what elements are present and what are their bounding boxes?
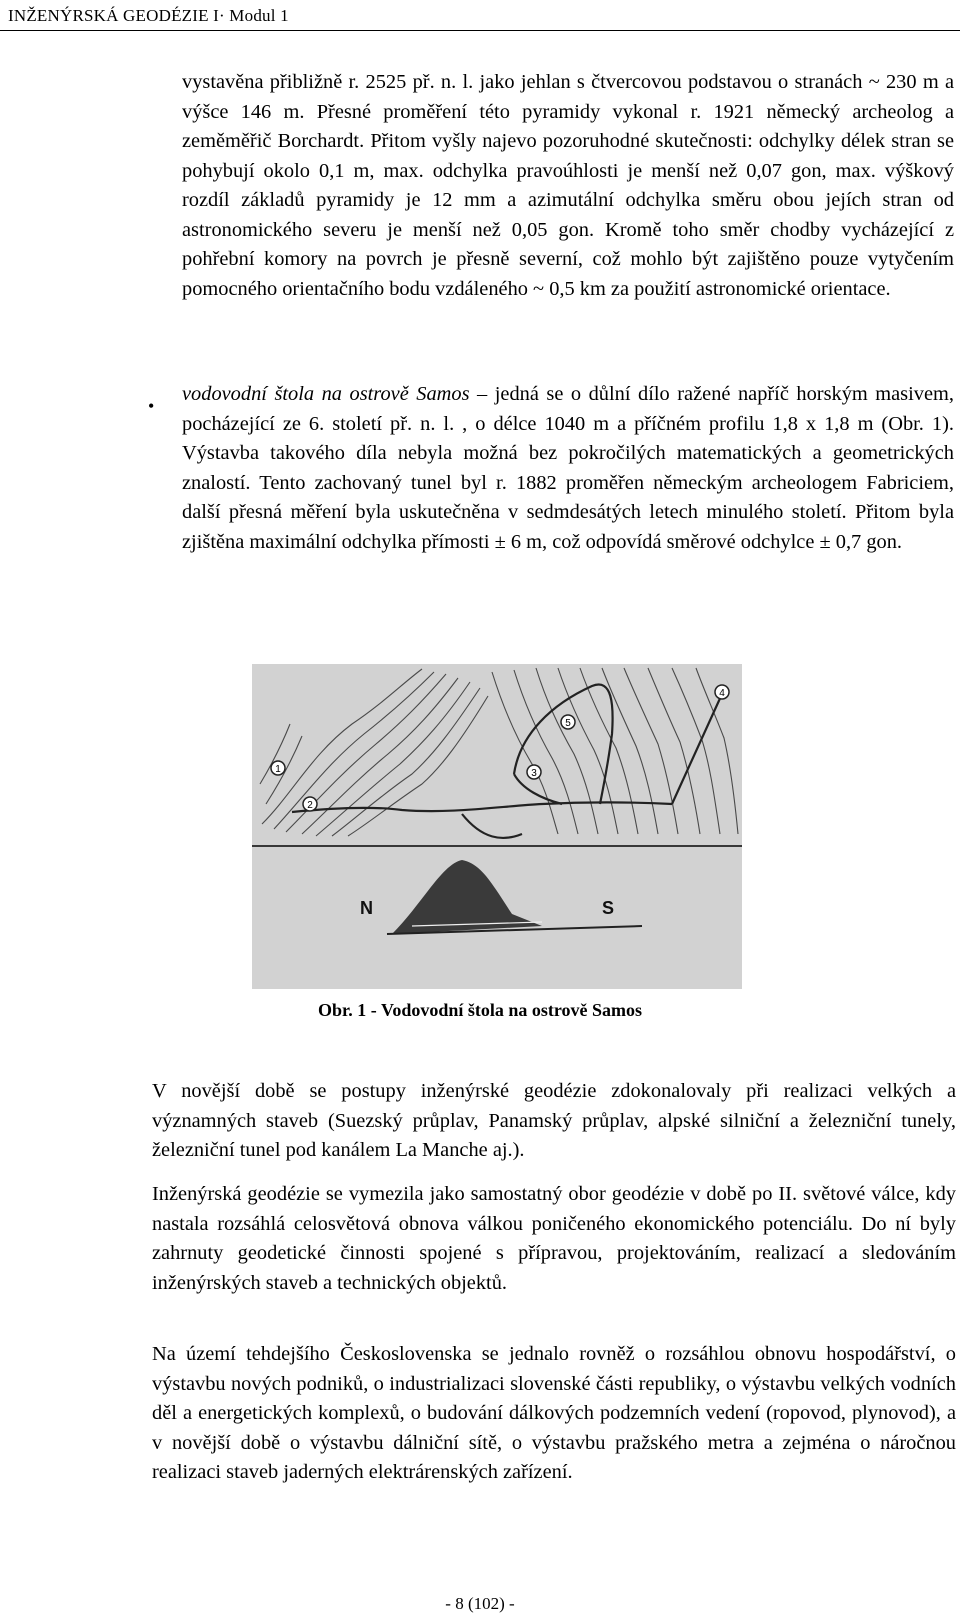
bullet-lead: vodovodní štola na ostrově Samos <box>182 383 470 405</box>
label-south: S <box>602 898 615 918</box>
marker-1 <box>271 761 285 775</box>
svg-text:2: 2 <box>307 800 313 811</box>
bullet-dash: – <box>469 383 495 405</box>
svg-text:5: 5 <box>565 718 571 729</box>
page-header <box>0 0 960 32</box>
marker-2 <box>303 797 317 811</box>
svg-text:3: 3 <box>531 768 537 779</box>
svg-text:1: 1 <box>275 764 281 775</box>
label-north: N <box>360 898 373 918</box>
bullet-item-samos <box>182 380 954 557</box>
bullet-icon: • <box>148 396 155 416</box>
bullet-text: jedná se o důlní dílo ražené napříč horským masivem, pocházející ze 6. století př. n. l. , o délce 1040 m a příčném profilu 1,8 x 1,8 m (Obr. 1). Výstavba takového díla nebyla možná bez pokročilých matematických a geometrických znalostí. Tento zachovaný tunel byl r. 1882 proměřen německým archeologem Fabriciem, další přesná měření byla uskutečněna v sedmdesátých letech minulého století. Přitom byla zjištěna maximální odchylka přímosti ± 6 m, což odpovídá směrové odchylce ± 0,7 gon. <box>182 383 954 553</box>
header-rule <box>0 30 960 31</box>
paragraph-modern-era: V novější době se postupy inženýrské geodézie zdokonalovaly při realizaci velkých a významných staveb (Suezský průplav, Panamský průplav, alpské silniční a železniční tunely, železniční tunel pod kanálem La Manche aj.). <box>152 1080 956 1161</box>
marker-4 <box>715 685 729 699</box>
svg-text:4: 4 <box>719 688 725 699</box>
paragraph-postwar: Inženýrská geodézie se vymezila jako samostatný obor geodézie v době po II. světové válce, kdy nastala rozsáhlá celosvětová obnova válkou poničeného ekonomického potenciálu. Do ní byly zahrnuty geodetické činnosti spojené s přípravou, projektováním, realizací a sledováním inženýrských staveb a technických objektů. <box>152 1183 956 1294</box>
paragraph-pyramid: vystavěna přibližně r. 2525 př. n. l. jako jehlan s čtvercovou podstavou o stranách ~ 230 m a výšce 146 m. Přesné proměření této pyramidy vykonal r. 1921 německý archeolog a zeměměřič Borchardt. Přitom vyšly najevo pozoruhodné skutečnosti: odchylky délek stran se pohybují okolo 0,1 m, max. odchylka pravoúhlosti je menší než 0,07 gon, max. výškový rozdíl základů pyramidy je 12 mm a azimutální odchylka směru obou jejích stran od astronomického severu je menší než 0,05 gon. Kromě toho směr chodby vycházející z pohřební komory na povrch je přesně severní, což mohlo být zajištěno pouze vytyčením pomocného orientačního bodu vzdáleného ~ 0,5 km za použití astronomické orientace. <box>182 71 954 300</box>
figure-caption: Obr. 1 - Vodovodní štola na ostrově Samos <box>317 1000 643 1020</box>
marker-3 <box>527 765 541 779</box>
page-number: - 8 (102) - <box>445 1594 515 1613</box>
marker-5 <box>561 715 575 729</box>
figure-samos-tunnel <box>252 664 742 989</box>
figure-drawing <box>252 664 742 989</box>
paragraph-czechoslovakia: Na území tehdejšího Československa se jednalo rovněž o rozsáhlou obnovu hospodářství, o výstavbu nových podniků, o industrializaci slovenské části republiky, o výstavbu velkých vodních děl a energetických komplexů, o budování dálkových podzemních vedení (ropovod, plynovod), a v novější době o výstavbu dálniční sítě, o výstavbu pražského metra a zejména o náročnou realizaci staveb jaderných elektrárenských zařízení. <box>152 1343 956 1483</box>
header-title: INŽENÝRSKÁ GEODÉZIE I· Modul 1 <box>8 6 289 25</box>
